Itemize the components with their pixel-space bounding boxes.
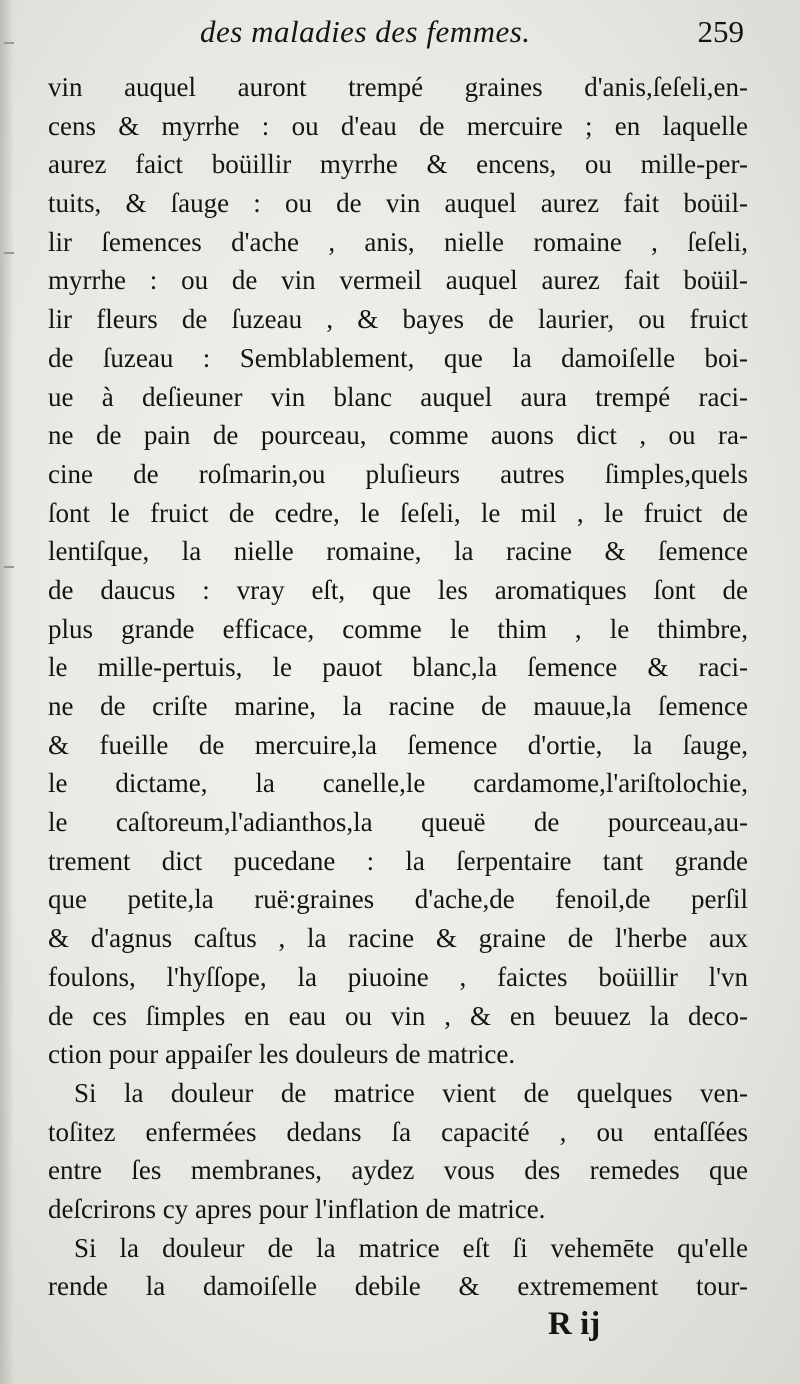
text-line: ne de criſte marine, la racine de mauue,la ſemence — [48, 691, 748, 721]
text-line: entre ſes membranes, aydez vous des remedes que — [48, 1155, 748, 1186]
margin-mark — [4, 252, 14, 254]
text-line: toſitez enfermées dedans ſa capacité , ou entaſſées — [48, 1116, 748, 1147]
signature-mark: R ij — [548, 1306, 601, 1342]
page-number: 259 — [697, 14, 744, 49]
text-line: de ſuzeau : Semblablement, que la damoiſelle boi- — [48, 342, 748, 373]
paragraph-start-line: Si la douleur de la matrice eſt ſi vehemēte qu'elle — [74, 1232, 748, 1263]
text-line: & d'agnus caſtus , la racine & graine de l'herbe aux — [48, 923, 748, 954]
running-title: des maladies des femmes. — [200, 14, 531, 49]
text-line: lir ſemences d'ache , anis, nielle romaine , ſeſeli, — [48, 226, 748, 257]
text-line: & fueille de mercuire,la ſemence d'ortie, la ſauge, — [48, 729, 748, 760]
text-line: rende la damoiſelle debile & extremement tour- — [48, 1271, 748, 1302]
text-line: que petite,la ruë:graines d'ache,de fenoil,de perſil — [48, 884, 748, 915]
text-line: cens & myrrhe : ou d'eau de mercuire ; en laquelle — [48, 110, 748, 141]
text-line: foulons, l'hyſſope, la piuoine , faictes boüillir l'vn — [48, 961, 748, 992]
paragraph-end-line: ction pour appaiſer les douleurs de matrice. — [48, 1039, 516, 1070]
margin-mark — [4, 42, 14, 44]
text-line: ue à deſieuner vin blanc auquel aura trempé raci- — [48, 381, 748, 412]
text-line: de daucus : vray eſt, que les aromatiques ſont de — [48, 574, 748, 605]
text-line: trement dict pucedane : la ſerpentaire tant grande — [48, 845, 748, 876]
text-line: plus grande efficace, comme le thim , le thimbre, — [48, 613, 748, 644]
text-line: le dictame, la canelle,le cardamome,l'ariſtolochie, — [48, 768, 748, 799]
text-line: lir fleurs de ſuzeau , & bayes de laurier, ou fruict — [48, 304, 748, 335]
text-line: ſont le fruict de cedre, le ſeſeli, le mil , le fruict de — [48, 497, 748, 528]
text-line: le caſtoreum,l'adianthos,la queuë de pourceau,au- — [48, 807, 748, 838]
text-line: myrrhe : ou de vin vermeil auquel aurez fait boüil- — [48, 265, 748, 296]
page-edge-shadow — [0, 0, 14, 1384]
text-line: de ces ſimples en eau ou vin , & en beuuez la deco- — [48, 1000, 748, 1031]
margin-mark — [4, 566, 14, 568]
text-line: cine de roſmarin,ou pluſieurs autres ſimples,quels — [48, 458, 748, 489]
text-line: ne de pain de pourceau, comme auons dict , ou ra- — [48, 420, 748, 451]
text-line: lentiſque, la nielle romaine, la racine & ſemence — [48, 536, 748, 567]
text-line: le mille-pertuis, le pauot blanc,la ſemence & raci- — [48, 652, 748, 683]
paragraph-end-line: deſcrirons cy apres pour l'inflation de matrice. — [48, 1193, 546, 1224]
text-line: aurez faict boüillir myrrhe & encens, ou mille-per- — [48, 149, 748, 180]
text-line: vin auquel auront trempé graines d'anis,ſeſeli,en- — [48, 72, 748, 102]
body-text — [48, 68, 748, 1306]
text-line: tuits, & ſauge : ou de vin auquel aurez fait boüil- — [48, 188, 748, 219]
paragraph-start-line: Si la douleur de matrice vient de quelques ven- — [74, 1077, 748, 1108]
